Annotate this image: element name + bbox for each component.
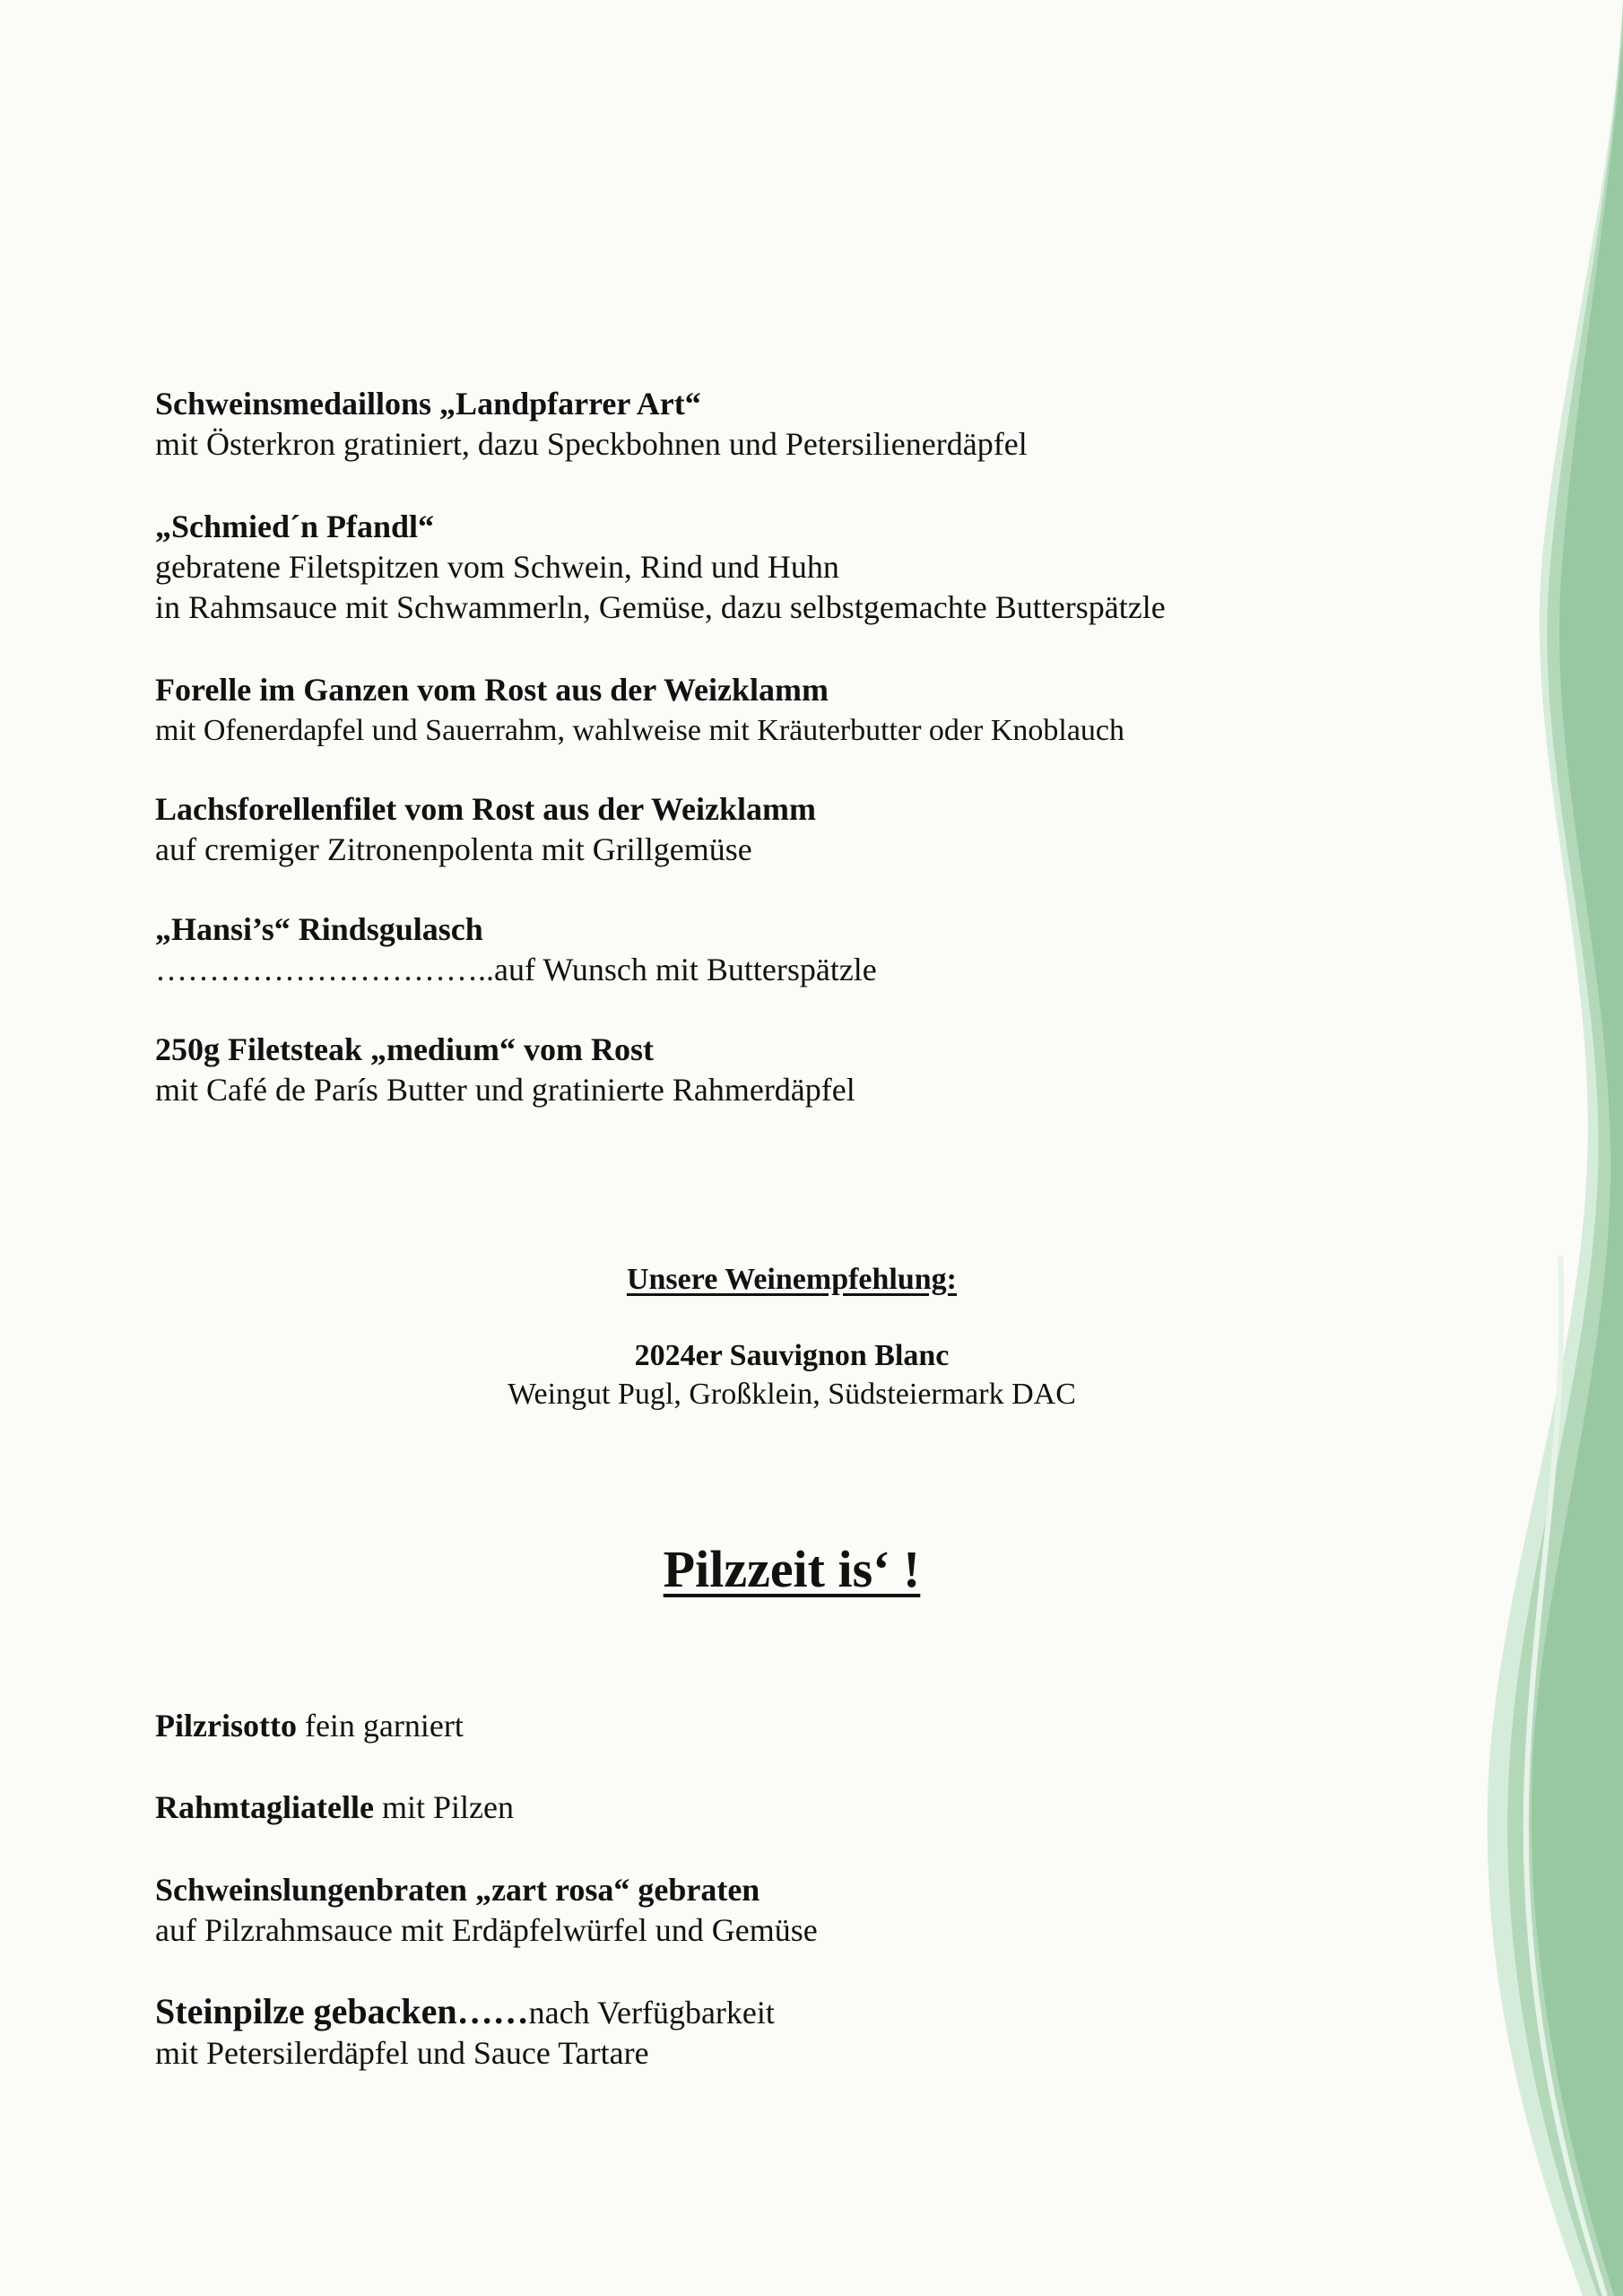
menu-item	[155, 1870, 1437, 1951]
dish-description: mit Petersilerdäpfel und Sauce Tartare	[155, 2035, 649, 2071]
dish-description: gebratene Filetspitzen vom Schwein, Rind und Huhn	[155, 549, 839, 585]
dish-title: Lachsforellenfilet vom Rost aus der Weizklamm	[155, 791, 816, 827]
dish-description: auf Pilzrahmsauce mit Erdäpfelwürfel und Gemüse	[155, 1912, 818, 1948]
dish-title: Schweinsmedaillons „Landpfarrer Art“	[155, 386, 701, 422]
dish-title: 250g Filetsteak „medium“ vom Rost	[155, 1031, 654, 1067]
dish-suffix: fein garniert	[296, 1708, 464, 1744]
dish-title: Pilzrisotto	[155, 1708, 297, 1744]
menu-item	[155, 670, 1437, 751]
menu-item	[155, 789, 1437, 870]
dish-suffix: mit Pilzen	[373, 1789, 514, 1825]
menu-item	[155, 384, 1437, 465]
dish-title: Schweinslungenbraten „zart rosa“ gebraten	[155, 1872, 760, 1908]
dish-description: mit Österkron gratiniert, dazu Speckbohnen und Petersilienerdäpfel	[155, 426, 1028, 462]
wine-heading: Unsere Weinempfehlung:	[626, 1263, 958, 1296]
menu-item	[155, 1030, 1437, 1110]
dish-title: Forelle im Ganzen vom Rost aus der Weizklamm	[155, 672, 829, 708]
dish-description: mit Café de París Butter und gratinierte Rahmerdäpfel	[155, 1072, 855, 1108]
menu-item	[155, 909, 1437, 990]
dish-title: „Hansi’s“ Rindsgulasch	[155, 911, 483, 947]
dish-description: auf cremiger Zitronenpolenta mit Grillgemüse	[155, 831, 752, 867]
menu-item	[155, 1787, 1437, 1828]
dish-title: Rahmtagliatelle	[155, 1789, 374, 1825]
menu-item	[155, 1706, 1437, 1746]
wine-origin: Weingut Pugl, Großklein, Südsteiermark DAC	[508, 1378, 1076, 1411]
dish-description: …………………………..auf Wunsch mit Butterspätzle	[155, 952, 877, 987]
dish-description: mit Ofenerdapfel und Sauerrahm, wahlweise mit Kräuterbutter oder Knoblauch	[155, 714, 1125, 747]
dish-title: „Schmied´n Pfandl“	[155, 509, 435, 544]
dish-suffix: nach Verfügbarkeit	[528, 1995, 775, 2031]
wine-name: 2024er Sauvignon Blanc	[634, 1339, 950, 1372]
dish-title: Steinpilze gebacken……	[155, 1991, 529, 2031]
section-title: Pilzzeit is‘ !	[663, 1540, 921, 1598]
menu-item	[155, 507, 1437, 628]
menu-item	[155, 1991, 1437, 2074]
dish-description: in Rahmsauce mit Schwammerln, Gemüse, dazu selbstgemachte Butterspätzle	[155, 589, 1166, 625]
